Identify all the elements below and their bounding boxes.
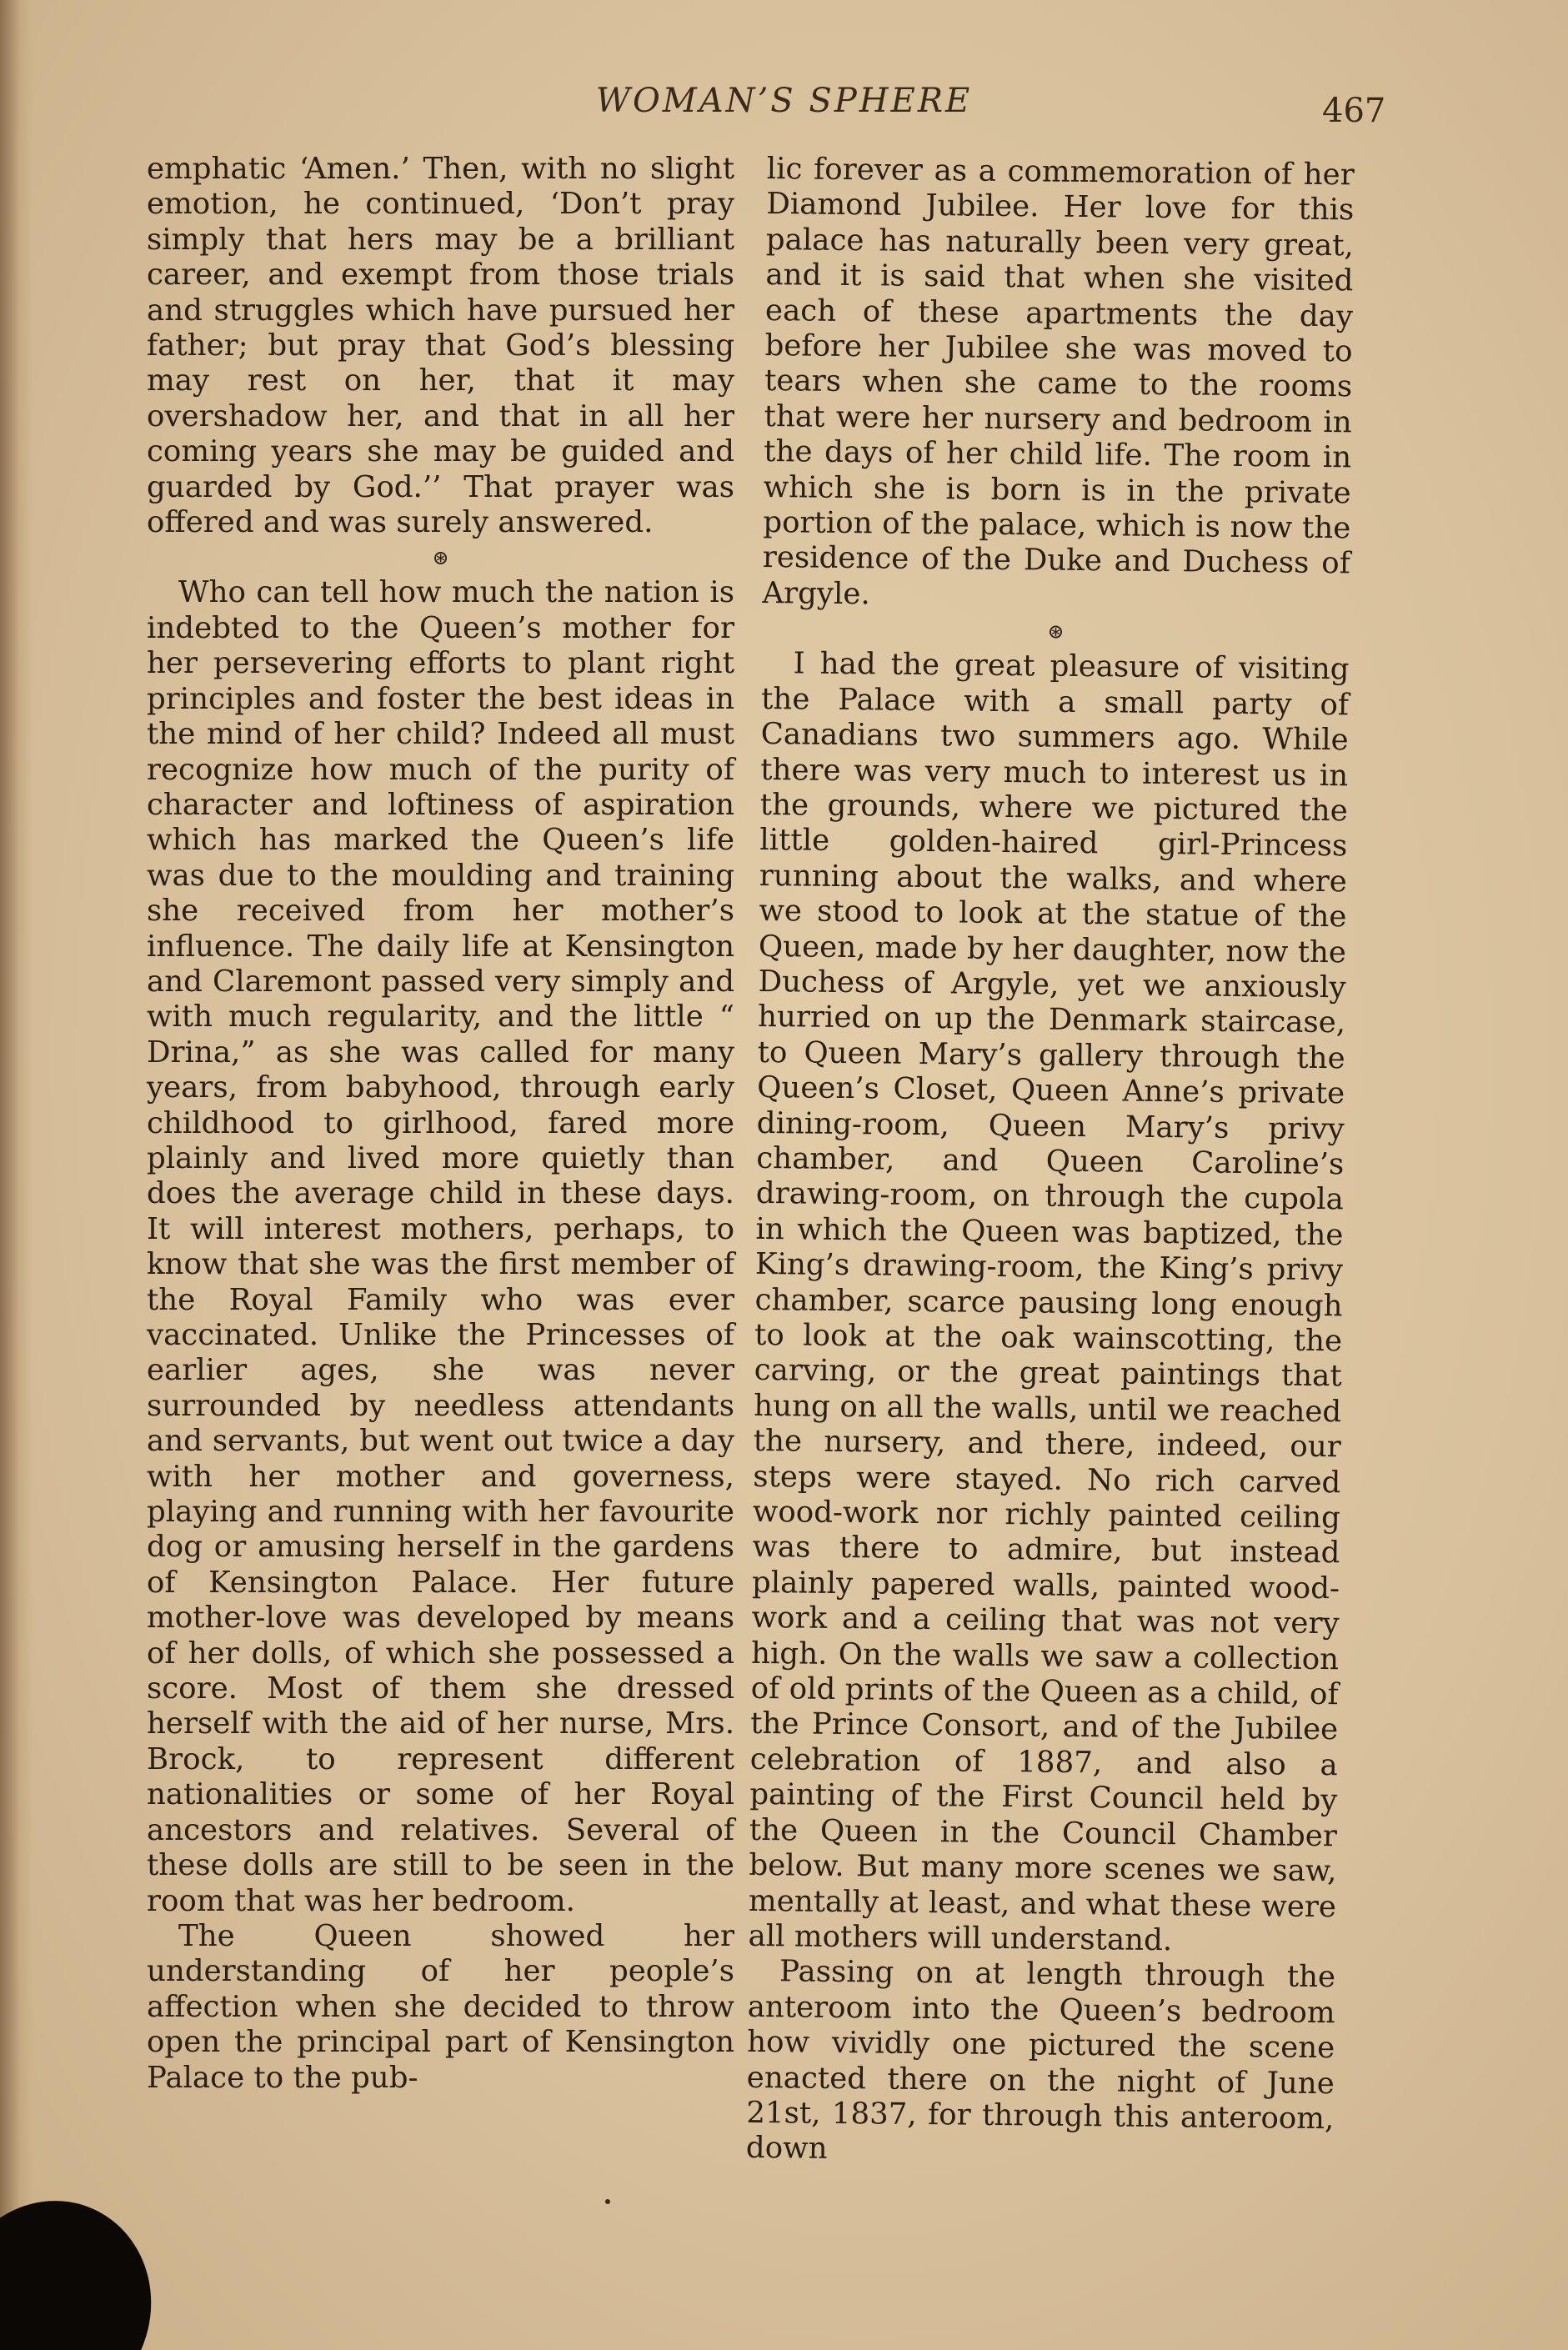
paragraph: Passing on at length through the anteroom into the Queen’s bedroom how vividly one pictured the scene enacted there on the night of June 21st, 1837, for through this anteroom, down	[745, 1954, 1336, 2167]
ornament-icon: ⊛	[1047, 619, 1065, 644]
running-title: WOMAN’S SPHERE	[595, 82, 973, 120]
paragraph: Who can tell how much the nation is indebted to the Queen’s mother for her persevering efforts to plant right principles and foster the best ideas in the mind of her child? Indeed all must recognize how much of the purity of character and loftiness of aspiration which has marked the Queen’s life was due to the moulding and training she received from her mother’s influence. The daily life at Kensington and Claremont passed very simply and with much regularity, and the little “ Drina,” as she was called for many years, from babyhood, through early childhood to girlhood, fared more plainly and lived more quietly than does the average child in these days. It will interest mothers, perhaps, to know that she was the first member of the Royal Family who was ever vaccinated. Unlike the Princesses of earlier ages, she was never surrounded by needless attendants and servants, but went out twice a day with her mother and governess, playing and running with her favourite dog or amusing herself in the gardens of Kensington Palace. Her future mother-love was developed by means of her dolls, of which she possessed a score. Most of them she dressed herself with the aid of her nurse, Mrs. Brock, to represent different nationalities or some of her Royal ancestors and relatives. Several of these dolls are still to be seen in the room that was her bedroom.	[147, 575, 734, 1918]
page-number: 467	[1322, 92, 1386, 130]
right-column	[746, 152, 1355, 2172]
ornament-icon: ⊛	[432, 546, 449, 570]
binding-shadow	[0, 0, 33, 2350]
left-column	[147, 152, 734, 2096]
stray-mark	[605, 2199, 610, 2204]
paragraph: emphatic ‘Amen.’ Then, with no slight emotion, he continued, ‘Don’t pray simply that hers may be a brilliant career, and exempt from those trials and struggles which have pursued her father; but pray that God’s blessing may rest on her, that it may overshadow her, and that in all her coming years she may be guided and guarded by God.’’ That prayer was offered and was surely answered.	[147, 152, 734, 540]
paragraph: lic forever as a commemoration of her Diamond Jubilee. Her love for this palace has naturally been very great, and it is said that when she visited each of these apartments the day before her Jubilee she was moved to tears when she came to the rooms that were her nursery and bedroom in the days of her child life. The room in which she is born is in the private portion of the palace, which is now the residence of the Duke and Duchess of Argyle.	[762, 152, 1355, 612]
paragraph: The Queen showed her understanding of her people’s affection when she decided to throw open the principal part of Kensington Palace to the pub-	[147, 1918, 734, 2095]
paragraph: I had the great pleasure of visiting the Palace with a small party of Canadians two summers ago. While there was very much to interest us in the grounds, where we pictured the little golden-haired girl-Princess running about the walks, and where we stood to look at the statue of the Queen, made by her daughter, now the Duchess of Argyle, yet we anxiously hurried on up the Denmark staircase, to Queen Mary’s gallery through the Queen’s Closet, Queen Anne’s private dining-room, Queen Mary’s privy chamber, and Queen Caroline’s drawing-room, on through the cupola in which the Queen was baptized, the King’s drawing-room, the King’s privy chamber, scarce pausing long enough to look at the oak wainscotting, the carving, or the great paintings that hung on all the walls, until we reached the nursery, and there, indeed, our steps were stayed. No rich carved wood-work nor richly painted ceiling was there to admire, but instead plainly papered walls, painted wood-work and a ceiling that was not very high. On the walls we saw a collection of old prints of the Queen as a child, of the Prince Consort, and of the Jubilee celebration of 1887, and also a painting of the First Council held by the Queen in the Council Chamber below. But many more scenes we saw, mentally at least, and what these were all mothers will understand.	[748, 646, 1350, 1958]
